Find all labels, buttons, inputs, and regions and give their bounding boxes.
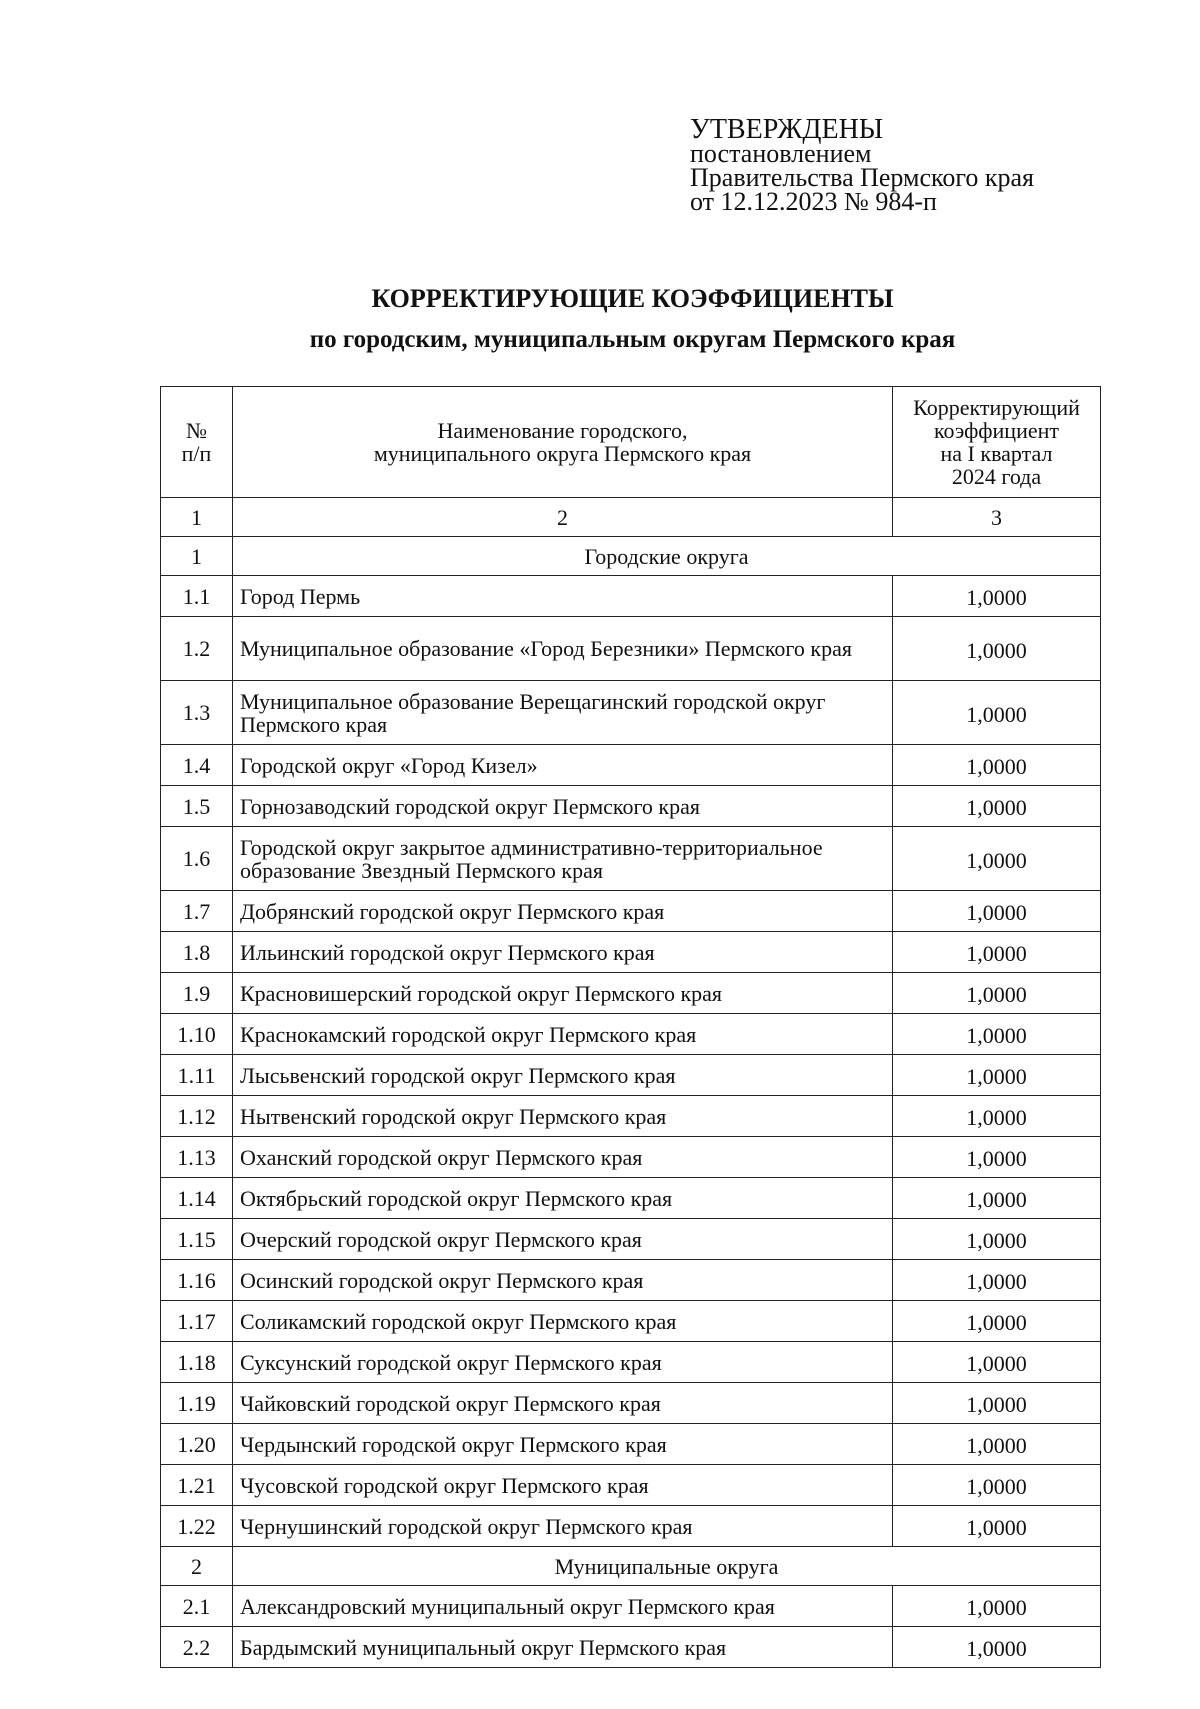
row-district-name: Чайковский городской округ Пермского края [233,1383,893,1424]
header-name: Наименование городского, муниципального округа Пермского края [233,387,893,498]
approval-block [690,114,1034,216]
table-row [161,1465,1101,1506]
row-district-name: Очерский городской округ Пермского края [233,1219,893,1260]
table-row [161,1178,1101,1219]
header-coef: Корректирующий коэффициент на I квартал 2024 года [893,387,1101,498]
row-coefficient: 1,0000 [893,1137,1101,1178]
section-row [161,1547,1101,1586]
row-coefficient: 1,0000 [893,1383,1101,1424]
section-name: Городские округа [233,537,1101,576]
row-number: 1.11 [161,1055,233,1096]
row-coefficient: 1,0000 [893,891,1101,932]
row-district-name: Город Пермь [233,576,893,617]
row-coefficient: 1,0000 [893,1096,1101,1137]
row-number: 1.19 [161,1383,233,1424]
row-number: 1.4 [161,745,233,786]
table-row [161,973,1101,1014]
table-row [161,1424,1101,1465]
row-coefficient: 1,0000 [893,1465,1101,1506]
row-coefficient: 1,0000 [893,1424,1101,1465]
row-district-name: Городской округ закрытое административно-территориальное образование Звездный Пермского края [233,827,893,891]
column-index-cell: 3 [893,498,1101,537]
row-coefficient: 1,0000 [893,1342,1101,1383]
row-district-name: Суксунский городской округ Пермского края [233,1342,893,1383]
table-row [161,932,1101,973]
row-coefficient: 1,0000 [893,1260,1101,1301]
row-district-name: Оханский городской округ Пермского края [233,1137,893,1178]
row-district-name: Чусовской городской округ Пермского края [233,1465,893,1506]
row-number: 1.22 [161,1506,233,1547]
table-row [161,1342,1101,1383]
row-number: 1.21 [161,1465,233,1506]
table-row [161,1219,1101,1260]
row-coefficient: 1,0000 [893,932,1101,973]
table-row [161,1383,1101,1424]
section-number: 2 [161,1547,233,1586]
section-row [161,537,1101,576]
approval-heading: УТВЕРЖДЕНЫ [690,114,884,145]
row-district-name: Городской округ «Город Кизел» [233,745,893,786]
column-index-cell: 2 [233,498,893,537]
table-row [161,1627,1101,1668]
row-district-name: Муниципальное образование «Город Березники» Пермского края [233,617,893,681]
row-number: 1.10 [161,1014,233,1055]
row-district-name: Чердынский городской округ Пермского края [233,1424,893,1465]
table-row [161,1055,1101,1096]
table-row [161,1137,1101,1178]
coefficients-table [160,386,1101,1668]
row-number: 1.20 [161,1424,233,1465]
row-coefficient: 1,0000 [893,1178,1101,1219]
row-number: 1.13 [161,1137,233,1178]
row-coefficient: 1,0000 [893,827,1101,891]
row-district-name: Нытвенский городской округ Пермского края [233,1096,893,1137]
row-number: 1.3 [161,681,233,745]
section-number: 1 [161,537,233,576]
row-coefficient: 1,0000 [893,681,1101,745]
row-coefficient: 1,0000 [893,617,1101,681]
table-row [161,827,1101,891]
table-row [161,745,1101,786]
row-coefficient: 1,0000 [893,1506,1101,1547]
row-number: 1.14 [161,1178,233,1219]
row-district-name: Добрянский городской округ Пермского края [233,891,893,932]
row-number: 1.7 [161,891,233,932]
row-coefficient: 1,0000 [893,1219,1101,1260]
table-row [161,1586,1101,1627]
row-number: 1.15 [161,1219,233,1260]
section-name: Муниципальные округа [233,1547,1101,1586]
row-district-name: Красновишерский городской округ Пермского края [233,973,893,1014]
row-coefficient: 1,0000 [893,1627,1101,1668]
row-number: 1.17 [161,1301,233,1342]
approval-line-3: от 12.12.2023 № 984-п [690,187,937,216]
row-district-name: Бардымский муниципальный округ Пермского края [233,1627,893,1668]
header-num: № п/п [161,387,233,498]
approval-line-1: постановлением [690,139,872,168]
document-title: КОРРЕКТИРУЮЩИЕ КОЭФФИЦИЕНТЫ [371,284,894,313]
row-number: 2.1 [161,1586,233,1627]
row-number: 1.12 [161,1096,233,1137]
row-district-name: Октябрьский городской округ Пермского края [233,1178,893,1219]
table-row [161,617,1101,681]
column-index-row [161,498,1101,537]
row-district-name: Горнозаводский городской округ Пермского края [233,786,893,827]
document-subtitle: по городским, муниципальным округам Пермского края [309,326,956,353]
row-coefficient: 1,0000 [893,576,1101,617]
row-district-name: Александровский муниципальный округ Пермского края [233,1586,893,1627]
row-district-name: Соликамский городской округ Пермского края [233,1301,893,1342]
row-number: 1.8 [161,932,233,973]
approval-line-2: Правительства Пермского края [690,163,1034,192]
table-row [161,576,1101,617]
row-district-name: Краснокамский городской округ Пермского края [233,1014,893,1055]
table-row [161,786,1101,827]
row-coefficient: 1,0000 [893,973,1101,1014]
row-number: 1.1 [161,576,233,617]
table-row [161,1506,1101,1547]
row-number: 2.2 [161,1627,233,1668]
row-coefficient: 1,0000 [893,1055,1101,1096]
table-row [161,891,1101,932]
row-coefficient: 1,0000 [893,1301,1101,1342]
row-coefficient: 1,0000 [893,1014,1101,1055]
row-district-name: Чернушинский городской округ Пермского края [233,1506,893,1547]
table-row [161,1260,1101,1301]
table-row [161,681,1101,745]
row-district-name: Муниципальное образование Верещагинский городской округ Пермского края [233,681,893,745]
row-number: 1.9 [161,973,233,1014]
row-coefficient: 1,0000 [893,786,1101,827]
row-district-name: Лысьвенский городской округ Пермского края [233,1055,893,1096]
row-number: 1.5 [161,786,233,827]
row-number: 1.16 [161,1260,233,1301]
column-index-cell: 1 [161,498,233,537]
table-row [161,1301,1101,1342]
table-header-row [161,387,1101,498]
row-district-name: Ильинский городской округ Пермского края [233,932,893,973]
row-coefficient: 1,0000 [893,1586,1101,1627]
row-number: 1.6 [161,827,233,891]
row-coefficient: 1,0000 [893,745,1101,786]
table-row [161,1014,1101,1055]
table-row [161,1096,1101,1137]
row-number: 1.18 [161,1342,233,1383]
row-number: 1.2 [161,617,233,681]
row-district-name: Осинский городской округ Пермского края [233,1260,893,1301]
